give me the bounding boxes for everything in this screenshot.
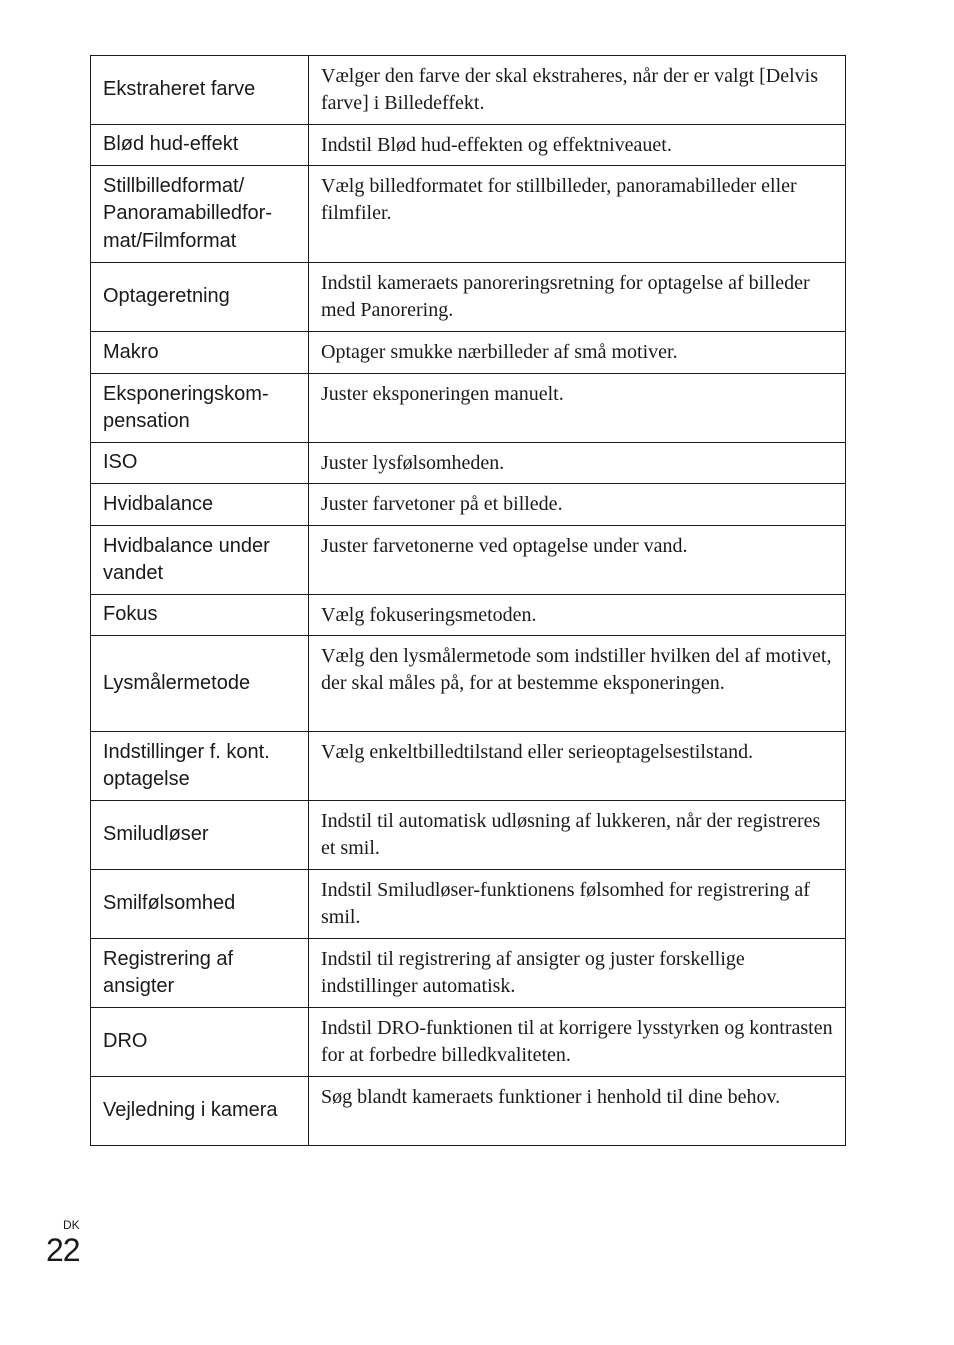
table-row <box>91 125 846 166</box>
setting-description: Indstil til registrering af ansigter og juster forskellige indstillinger automatisk. <box>309 939 846 1008</box>
setting-description: Vælg enkeltbilledtilstand eller serieoptagelsestilstand. <box>309 732 846 801</box>
setting-name: Vejledning i kamera <box>91 1077 309 1146</box>
setting-description: Indstil DRO-funktionen til at korrigere lysstyrken og kontrasten for at forbedre billedkvaliteten. <box>309 1008 846 1077</box>
language-code: DK <box>63 1218 80 1232</box>
table-row <box>91 801 846 870</box>
setting-description: Juster farvetonerne ved optagelse under vand. <box>309 526 846 595</box>
setting-name: Eksponeringskom- pensation <box>91 374 309 443</box>
setting-description: Juster eksponeringen manuelt. <box>309 374 846 443</box>
setting-description: Vælg billedformatet for stillbilleder, panoramabilleder eller filmfiler. <box>309 166 846 263</box>
table-row <box>91 263 846 332</box>
setting-name: Ekstraheret farve <box>91 56 309 125</box>
table-row <box>91 595 846 636</box>
setting-name: DRO <box>91 1008 309 1077</box>
setting-description: Vælger den farve der skal ekstraheres, når der er valgt [Delvis farve] i Billedeffekt. <box>309 56 846 125</box>
table-row <box>91 526 846 595</box>
table-row <box>91 1008 846 1077</box>
setting-description: Optager smukke nærbilleder af små motiver. <box>309 332 846 374</box>
table-row <box>91 56 846 125</box>
setting-description: Indstil til automatisk udløsning af lukkeren, når der registreres et smil. <box>309 801 846 870</box>
table-row <box>91 939 846 1008</box>
table-row <box>91 374 846 443</box>
page-footer <box>46 1218 106 1278</box>
table-row <box>91 484 846 526</box>
setting-description: Juster lysfølsomheden. <box>309 443 846 484</box>
setting-name: Registrering af ansigter <box>91 939 309 1008</box>
setting-description: Søg blandt kameraets funktioner i henhold til dine behov. <box>309 1077 846 1146</box>
setting-name: Fokus <box>91 595 309 636</box>
setting-name: Lysmålermetode <box>91 636 309 732</box>
setting-name: Smiludløser <box>91 801 309 870</box>
setting-description: Indstil kameraets panoreringsretning for optagelse af billeder med Panorering. <box>309 263 846 332</box>
setting-description: Vælg den lysmålermetode som indstiller hvilken del af motivet, der skal måles på, for at bestemme eksponeringen. <box>309 636 846 732</box>
setting-description: Indstil Smiludløser-funktionens følsomhed for registrering af smil. <box>309 870 846 939</box>
setting-name: Optageretning <box>91 263 309 332</box>
table-row <box>91 636 846 732</box>
table-row <box>91 166 846 263</box>
setting-description: Vælg fokuseringsmetoden. <box>309 595 846 636</box>
setting-name: Hvidbalance under vandet <box>91 526 309 595</box>
setting-name: ISO <box>91 443 309 484</box>
settings-table <box>90 55 846 1146</box>
setting-name: Smilfølsomhed <box>91 870 309 939</box>
table-row <box>91 443 846 484</box>
setting-name: Stillbilledformat/ Panoramabilledfor- mat/Filmformat <box>91 166 309 263</box>
table-row <box>91 732 846 801</box>
setting-name: Indstillinger f. kont. optagelse <box>91 732 309 801</box>
setting-description: Indstil Blød hud-effekten og effektniveauet. <box>309 125 846 166</box>
setting-name: Hvidbalance <box>91 484 309 526</box>
setting-description: Juster farvetoner på et billede. <box>309 484 846 526</box>
table-row <box>91 332 846 374</box>
setting-name: Makro <box>91 332 309 374</box>
table-row <box>91 1077 846 1146</box>
setting-name: Blød hud-effekt <box>91 125 309 166</box>
table-row <box>91 870 846 939</box>
page-number: 22 <box>46 1232 80 1268</box>
